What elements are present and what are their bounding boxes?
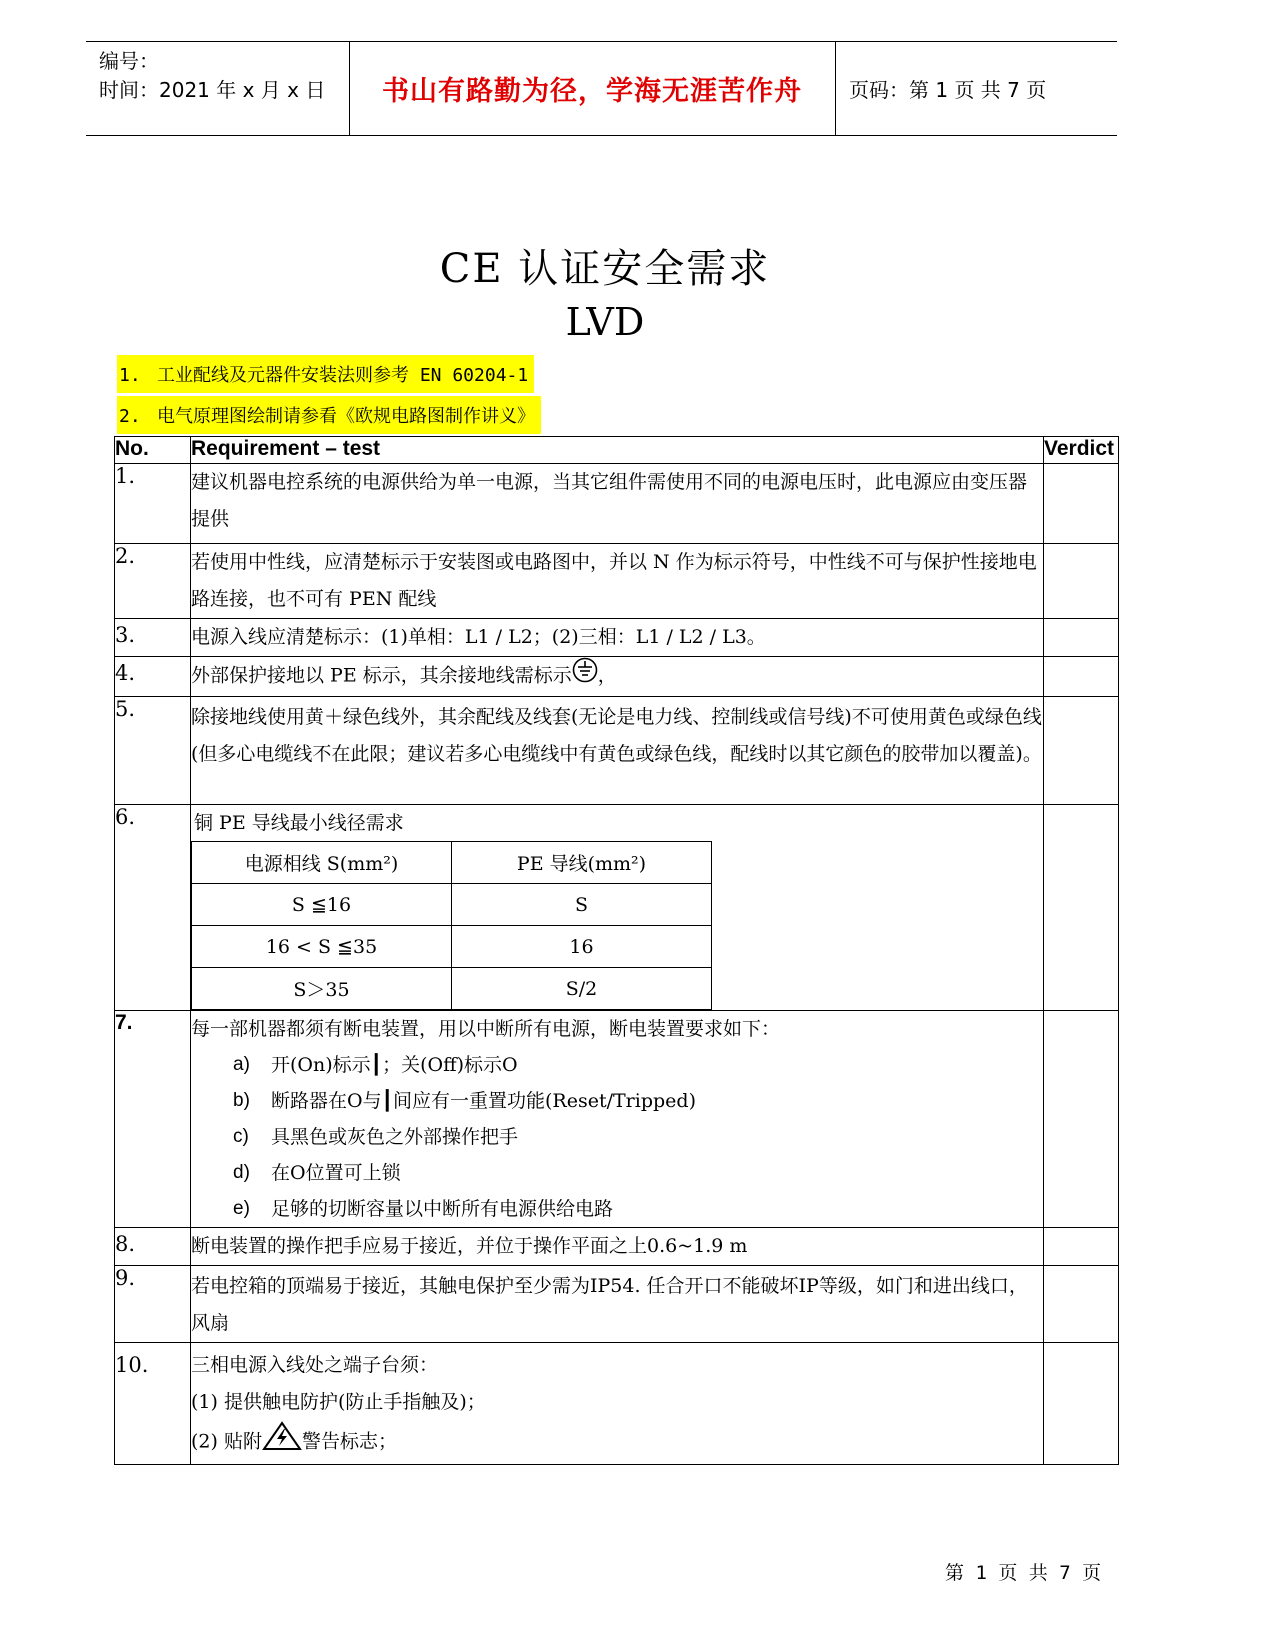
row-requirement: [191, 1343, 1044, 1465]
requirement-text: 铜 PE 导线最小线径需求: [194, 812, 404, 834]
pe-col-header-phase: 电源相线 S(mm²): [192, 842, 452, 884]
requirement-line-end: 警告标志；: [301, 1430, 397, 1453]
earth-ground-icon: [572, 657, 598, 696]
table-row: [115, 805, 1119, 1011]
row-number: 4.: [115, 657, 191, 697]
requirements-table: [114, 436, 1119, 1465]
pe-size-cell: 16: [452, 926, 712, 968]
table-row: [115, 697, 1119, 805]
row-number: 10.: [115, 1343, 191, 1465]
row-verdict: [1044, 657, 1119, 697]
table-row: [115, 619, 1119, 657]
table-row: [115, 464, 1119, 544]
requirement-line: (1) 提供触电防护(防止手指触及)；: [191, 1391, 486, 1413]
table-row: [115, 544, 1119, 619]
list-text: 具黑色或灰色之外部操作把手: [271, 1126, 519, 1148]
row-verdict: [1044, 1343, 1119, 1465]
pe-conductor-table: [191, 841, 712, 1010]
row-requirement: 若电控箱的顶端易于接近，其触电保护至少需为IP54. 任合开口不能破坏IP等级，如门和进出线口，风扇: [191, 1266, 1044, 1343]
requirement-line: [191, 1421, 1043, 1464]
serial-label: 编号：: [99, 49, 159, 73]
row-verdict: [1044, 1228, 1119, 1266]
table-row: [115, 657, 1119, 697]
list-item: [191, 1047, 1043, 1083]
row-requirement: [191, 805, 1044, 1011]
row-verdict: [1044, 697, 1119, 805]
pe-row: [192, 884, 712, 926]
list-text: 足够的切断容量以中断所有电源供给电路: [271, 1198, 614, 1220]
row-number: 9.: [115, 1266, 191, 1343]
list-text: 断路器在O与┃间应有一重置功能(Reset/Tripped): [271, 1090, 696, 1112]
pe-row: [192, 968, 712, 1010]
table-row: [115, 1343, 1119, 1465]
table-row: [115, 1228, 1119, 1266]
pe-phase-cell: S ≦16: [192, 884, 452, 926]
list-item: [191, 1083, 1043, 1119]
row-verdict: [1044, 464, 1119, 544]
row-requirement: [191, 657, 1044, 697]
pe-header-row: [192, 842, 712, 884]
requirement-text: 每一部机器都须有断电装置，用以中断所有电源，断电装置要求如下：: [191, 1018, 781, 1040]
row-number: 5.: [115, 697, 191, 805]
col-header-no: No.: [115, 437, 191, 464]
time-label: 时间：2021 年 x 月 x 日: [99, 78, 326, 102]
list-letter: d): [233, 1162, 250, 1183]
row-number: 8.: [115, 1228, 191, 1266]
list-text: 在O位置可上锁: [271, 1162, 401, 1184]
row-number: 7.: [115, 1011, 191, 1228]
list-text: 开(On)标示┃；关(Off)标示O: [271, 1054, 518, 1076]
page-subtitle: LVD: [565, 300, 645, 344]
list-letter: e): [233, 1198, 250, 1219]
pe-size-cell: S/2: [452, 968, 712, 1010]
note-1: [117, 355, 534, 393]
row-requirement: 电源入线应清楚标示：(1)单相：L1 / L2；(2)三相：L1 / L2 / L3。: [191, 619, 1044, 657]
header-page-label: 页码：第 1 页 共 7 页: [849, 78, 1047, 102]
row-number: 6.: [115, 805, 191, 1011]
row-number: 3.: [115, 619, 191, 657]
pe-size-cell: S: [452, 884, 712, 926]
list-item: [191, 1191, 1043, 1227]
list-letter: b): [233, 1090, 250, 1111]
col-header-requirement: Requirement – test: [191, 437, 1044, 464]
pe-col-header-pe: PE 导线(mm²): [452, 842, 712, 884]
row-verdict: [1044, 1266, 1119, 1343]
note-number: 2.: [119, 406, 141, 427]
high-voltage-warning-icon: [262, 1421, 302, 1464]
pe-row: [192, 926, 712, 968]
list-item: [191, 1155, 1043, 1191]
note-2: [117, 396, 541, 434]
row-verdict: [1044, 805, 1119, 1011]
pe-phase-cell: 16 < S ≦35: [192, 926, 452, 968]
table-row: [115, 1266, 1119, 1343]
requirement-sublist: [191, 1047, 1043, 1227]
row-verdict: [1044, 544, 1119, 619]
page-title: CE 认证安全需求: [439, 246, 771, 292]
row-number: 1.: [115, 464, 191, 544]
note-text: 电气原理图绘制请参看《欧规电路图制作讲义》: [157, 406, 535, 427]
note-text: 工业配线及元器件安装法则参考 EN 60204-1: [157, 365, 529, 386]
row-requirement: 若使用中性线，应清楚标示于安装图或电路图中，并以 N 作为标示符号，中性线不可与保护性接地电路连接，也不可有 PEN 配线: [191, 544, 1044, 619]
header-motto: 书山有路勤为径，学海无涯苦作舟: [349, 42, 836, 135]
row-requirement: 除接地线使用黄＋绿色线外，其余配线及线套(无论是电力线、控制线或信号线)不可使用黄色或绿色线(但多心电缆线不在此限；建议若多心电缆线中有黄色或绿色线，配线时以其它颜色的胶带加以覆盖)。: [191, 697, 1044, 805]
list-letter: c): [233, 1126, 249, 1147]
header-meta: [86, 42, 350, 135]
col-header-verdict: Verdict: [1044, 437, 1119, 464]
page-footer: 第 1 页 共 7 页: [945, 1562, 1102, 1584]
row-requirement: 断电装置的操作把手应易于接近，并位于操作平面之上0.6~1.9 m: [191, 1228, 1044, 1266]
list-letter: a): [233, 1054, 250, 1075]
requirement-text: 外部保护接地以 PE 标示，其余接地线需标示: [191, 664, 572, 687]
requirement-text-suffix: ，: [597, 664, 617, 687]
requirement-line-start: (2) 贴附: [191, 1430, 262, 1453]
row-requirement: 建议机器电控系统的电源供给为单一电源，当其它组件需使用不同的电源电压时，此电源应由变压器提供: [191, 464, 1044, 544]
note-number: 1.: [119, 365, 141, 386]
table-header-row: [115, 437, 1119, 464]
row-number: 2.: [115, 544, 191, 619]
row-verdict: [1044, 619, 1119, 657]
page-header: [86, 41, 1117, 136]
list-item: [191, 1119, 1043, 1155]
row-verdict: [1044, 1011, 1119, 1228]
pe-phase-cell: S＞35: [192, 968, 452, 1010]
table-row: [115, 1011, 1119, 1228]
row-requirement: [191, 1011, 1044, 1228]
requirement-line: 三相电源入线处之端子台须：: [191, 1354, 439, 1376]
